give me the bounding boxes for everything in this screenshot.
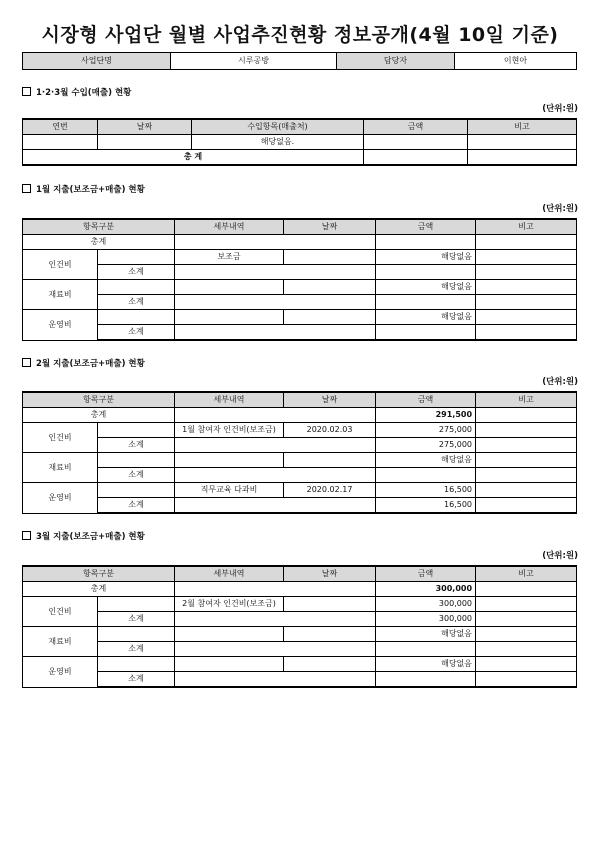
mar-operating-date [284,657,376,672]
business-name-label: 사업단명 [23,53,171,70]
feb-operating-label: 운영비 [23,483,98,514]
mar-operating-detail [175,657,284,672]
feb-material-subtotal-label: 소계 [98,468,175,483]
jan-personnel-subtotal [376,265,476,280]
mar-operating-amount: 해당없음 [376,657,476,672]
jan-header-amount: 금액 [376,219,476,235]
jan-header-category: 항목구분 [23,219,175,235]
jan-operating-date [284,310,376,325]
mar-total-amount: 300,000 [376,582,476,597]
checkbox-square-icon [22,87,31,96]
feb-material-amount: 해당없음 [376,453,476,468]
income-unit: (단위:원) [542,104,578,114]
mar-heading-text: 3월 지출(보조금+매출) 현황 [36,532,145,542]
jan-header-detail: 세부내역 [175,219,284,235]
feb-personnel-label: 인건비 [23,423,98,453]
jan-header-date: 날짜 [284,219,376,235]
mar-personnel-label: 인건비 [23,597,98,627]
mar-heading [22,530,145,542]
feb-total-label: 총계 [23,408,175,423]
mar-header-detail: 세부내역 [175,566,284,582]
jan-header-note: 비고 [476,219,577,235]
jan-material-amount: 해당없음 [376,280,476,295]
jan-personnel-label: 인건비 [23,250,98,280]
jan-personnel-amount: 해당없음 [376,250,476,265]
mar-header-amount: 금액 [376,566,476,582]
feb-header-detail: 세부내역 [175,392,284,408]
mar-material-amount: 해당없음 [376,627,476,642]
feb-header-category: 항목구분 [23,392,175,408]
mar-personnel-detail: 2월 참여자 인건비(보조금) [175,597,284,612]
mar-operating-label: 운영비 [23,657,98,688]
jan-operating-amount: 해당없음 [376,310,476,325]
income-table [22,118,577,166]
mar-personnel-amount: 300,000 [376,597,476,612]
mar-personnel-subtotal-label: 소계 [98,612,175,627]
manager-value: 이현아 [455,53,577,70]
mar-total-label: 총계 [23,582,175,597]
income-header-date: 날짜 [98,119,192,135]
feb-heading [22,357,145,369]
feb-operating-subtotal: 16,500 [376,498,476,514]
income-header-no: 연번 [23,119,98,135]
jan-operating-label: 운영비 [23,310,98,341]
jan-personnel-subtotal-label: 소계 [98,265,175,280]
feb-heading-text: 2월 지출(보조금+매출) 현황 [36,359,145,369]
feb-operating-detail: 직무교육 다과비 [175,483,284,498]
jan-total-amount [376,235,476,250]
table-row [23,135,577,150]
jan-material-subtotal-label: 소계 [98,295,175,310]
jan-personnel-date [284,250,376,265]
checkbox-square-icon [22,531,31,540]
mar-header-note: 비고 [476,566,577,582]
page-title: 시장형 사업단 월별 사업추진현황 정보공개(4월 10일 기준) [41,24,559,46]
mar-header-category: 항목구분 [23,566,175,582]
mar-operating-subtotal [376,672,476,688]
jan-operating-subtotal [376,325,476,341]
feb-unit: (단위:원) [542,377,578,387]
income-heading-text: 1·2·3월 수입(매출) 현황 [36,88,132,98]
feb-header-date: 날짜 [284,392,376,408]
table-row [23,150,577,166]
feb-expense-table [22,391,577,514]
feb-personnel-subtotal: 275,000 [376,438,476,453]
feb-total-amount: 291,500 [376,408,476,423]
income-header-note: 비고 [468,119,577,135]
mar-header-date: 날짜 [284,566,376,582]
feb-personnel-date: 2020.02.03 [284,423,376,438]
checkbox-square-icon [22,184,31,193]
income-header-item: 수입항목(매출처) [192,119,364,135]
feb-personnel-subtotal-label: 소계 [98,438,175,453]
jan-operating-detail [175,310,284,325]
mar-unit: (단위:원) [542,551,578,561]
feb-material-label: 재료비 [23,453,98,483]
jan-operating-subtotal-label: 소계 [98,325,175,341]
income-total-label: 총 계 [23,150,364,166]
business-info-table [22,52,577,70]
feb-operating-amount: 16,500 [376,483,476,498]
mar-operating-subtotal-label: 소계 [98,672,175,688]
feb-personnel-amount: 275,000 [376,423,476,438]
jan-material-label: 재료비 [23,280,98,310]
income-heading [22,86,131,98]
jan-heading-text: 1월 지출(보조금+매출) 현황 [36,185,145,195]
mar-material-subtotal-label: 소계 [98,642,175,657]
feb-personnel-detail: 1월 참여자 인건비(보조금) [175,423,284,438]
feb-header-amount: 금액 [376,392,476,408]
jan-total-label: 총계 [23,235,175,250]
income-none: 해당없음. [192,135,364,150]
jan-expense-table [22,218,577,341]
jan-personnel-detail: 보조금 [175,250,284,265]
mar-material-label: 재료비 [23,627,98,657]
business-name-value: 시루공방 [171,53,337,70]
mar-expense-table [22,565,577,688]
checkbox-square-icon [22,358,31,367]
feb-header-note: 비고 [476,392,577,408]
jan-heading [22,183,145,195]
income-header-amount: 금액 [364,119,468,135]
feb-operating-date: 2020.02.17 [284,483,376,498]
jan-unit: (단위:원) [542,204,578,214]
mar-personnel-subtotal: 300,000 [376,612,476,627]
mar-personnel-date [284,597,376,612]
feb-operating-subtotal-label: 소계 [98,498,175,514]
manager-label: 담당자 [337,53,455,70]
